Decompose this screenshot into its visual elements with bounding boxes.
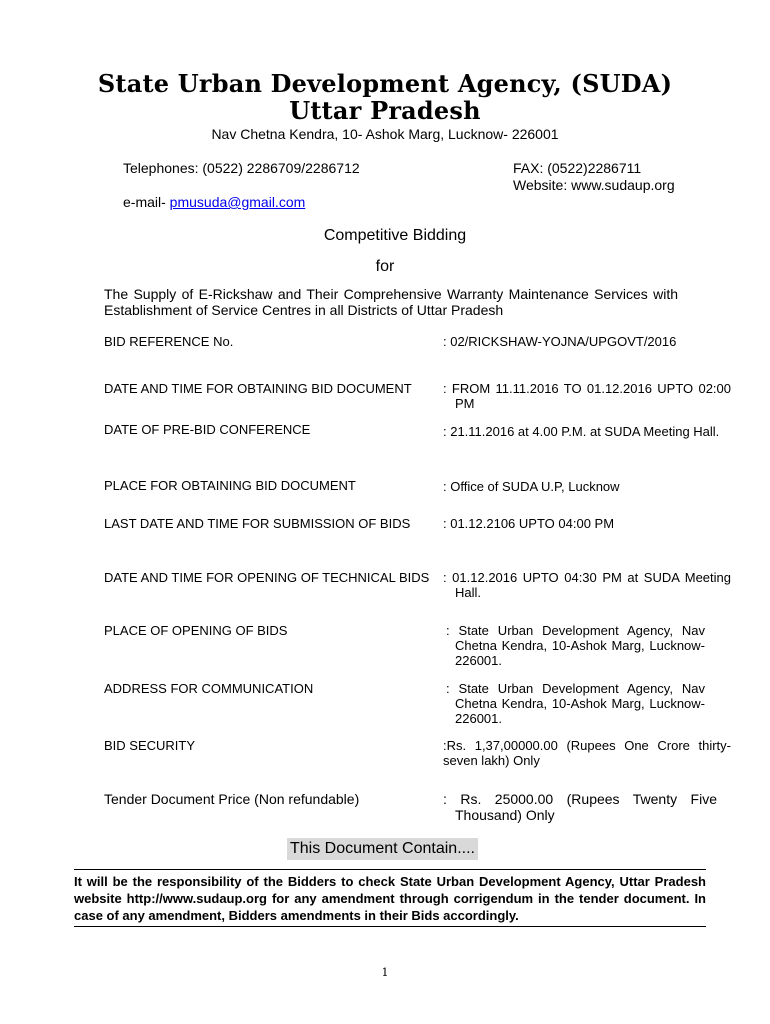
row-value-bid-security: :Rs. 1,37,00000.00 (Rupees One Crore thirty-seven lakh) Only	[443, 738, 731, 768]
row-label-technical-opening: DATE AND TIME FOR OPENING OF TECHNICAL BIDS	[104, 570, 430, 585]
for-heading: for	[375, 258, 395, 275]
row-value-obtaining-date: : FROM 11.11.2016 TO 01.12.2016 UPTO 02:00 PM	[443, 381, 731, 411]
row-value-tender-price: : Rs. 25000.00 (Rupees Twenty Five Thousand) Only	[443, 791, 717, 823]
email-line	[123, 194, 305, 210]
row-value-obtaining-place: : Office of SUDA U.P, Lucknow	[443, 479, 620, 494]
row-label-obtaining-date: DATE AND TIME FOR OBTAINING BID DOCUMENT	[104, 381, 412, 396]
amendment-notice: It will be the responsibility of the Bidders to check State Urban Development Agency, Uttar Pradesh website http://www.sudaup.org for any amendment through corrigendum in the tender document. In case of any amendment, Bidders amendments in their Bids accordingly.	[74, 869, 706, 927]
email-link[interactable]: pmusuda@gmail.com	[169, 194, 306, 210]
website: Website: www.sudaup.org	[513, 177, 675, 193]
agency-title: State Urban Development Agency, (SUDA)	[97, 69, 673, 98]
email-label: e-mail-	[123, 194, 166, 210]
telephones: Telephones: (0522) 2286709/2286712	[123, 160, 360, 176]
competitive-bidding-heading: Competitive Bidding	[323, 227, 467, 244]
row-label-tender-price: Tender Document Price (Non refundable)	[104, 791, 360, 807]
agency-address: Nav Chetna Kendra, 10- Ashok Marg, Lucknow- 226001	[211, 126, 559, 142]
row-label-opening-place: PLACE OF OPENING OF BIDS	[104, 623, 288, 638]
bid-subject: The Supply of E-Rickshaw and Their Comprehensive Warranty Maintenance Services with Establishment of Service Centres in all Districts of Uttar Pradesh	[104, 286, 678, 318]
fax-number: FAX: (0522)2286711	[513, 160, 642, 176]
row-label-submission: LAST DATE AND TIME FOR SUBMISSION OF BIDS	[104, 516, 411, 531]
row-label-communication-address: ADDRESS FOR COMMUNICATION	[104, 681, 314, 696]
row-label-prebid: DATE OF PRE-BID CONFERENCE	[104, 422, 311, 437]
row-value-bid-reference: : 02/RICKSHAW-YOJNA/UPGOVT/2016	[443, 334, 677, 349]
row-label-obtaining-place: PLACE FOR OBTAINING BID DOCUMENT	[104, 478, 356, 493]
row-value-communication-address: : State Urban Development Agency, Nav Chetna Kendra, 10-Ashok Marg, Lucknow-226001.	[446, 681, 705, 726]
agency-state: Uttar Pradesh	[289, 96, 481, 125]
row-label-bid-security: BID SECURITY	[104, 738, 196, 753]
row-value-technical-opening: : 01.12.2016 UPTO 04:30 PM at SUDA Meeting Hall.	[443, 570, 731, 600]
row-value-prebid: : 21.11.2016 at 4.00 P.M. at SUDA Meeting Hall.	[443, 424, 720, 439]
row-label-bid-reference: BID REFERENCE No.	[104, 334, 234, 349]
page-number: 1	[381, 966, 389, 979]
document-contents-heading: This Document Contain....	[287, 838, 478, 860]
row-value-submission: : 01.12.2106 UPTO 04:00 PM	[443, 516, 615, 531]
row-value-opening-place: : State Urban Development Agency, Nav Chetna Kendra, 10-Ashok Marg, Lucknow-226001.	[446, 623, 705, 668]
